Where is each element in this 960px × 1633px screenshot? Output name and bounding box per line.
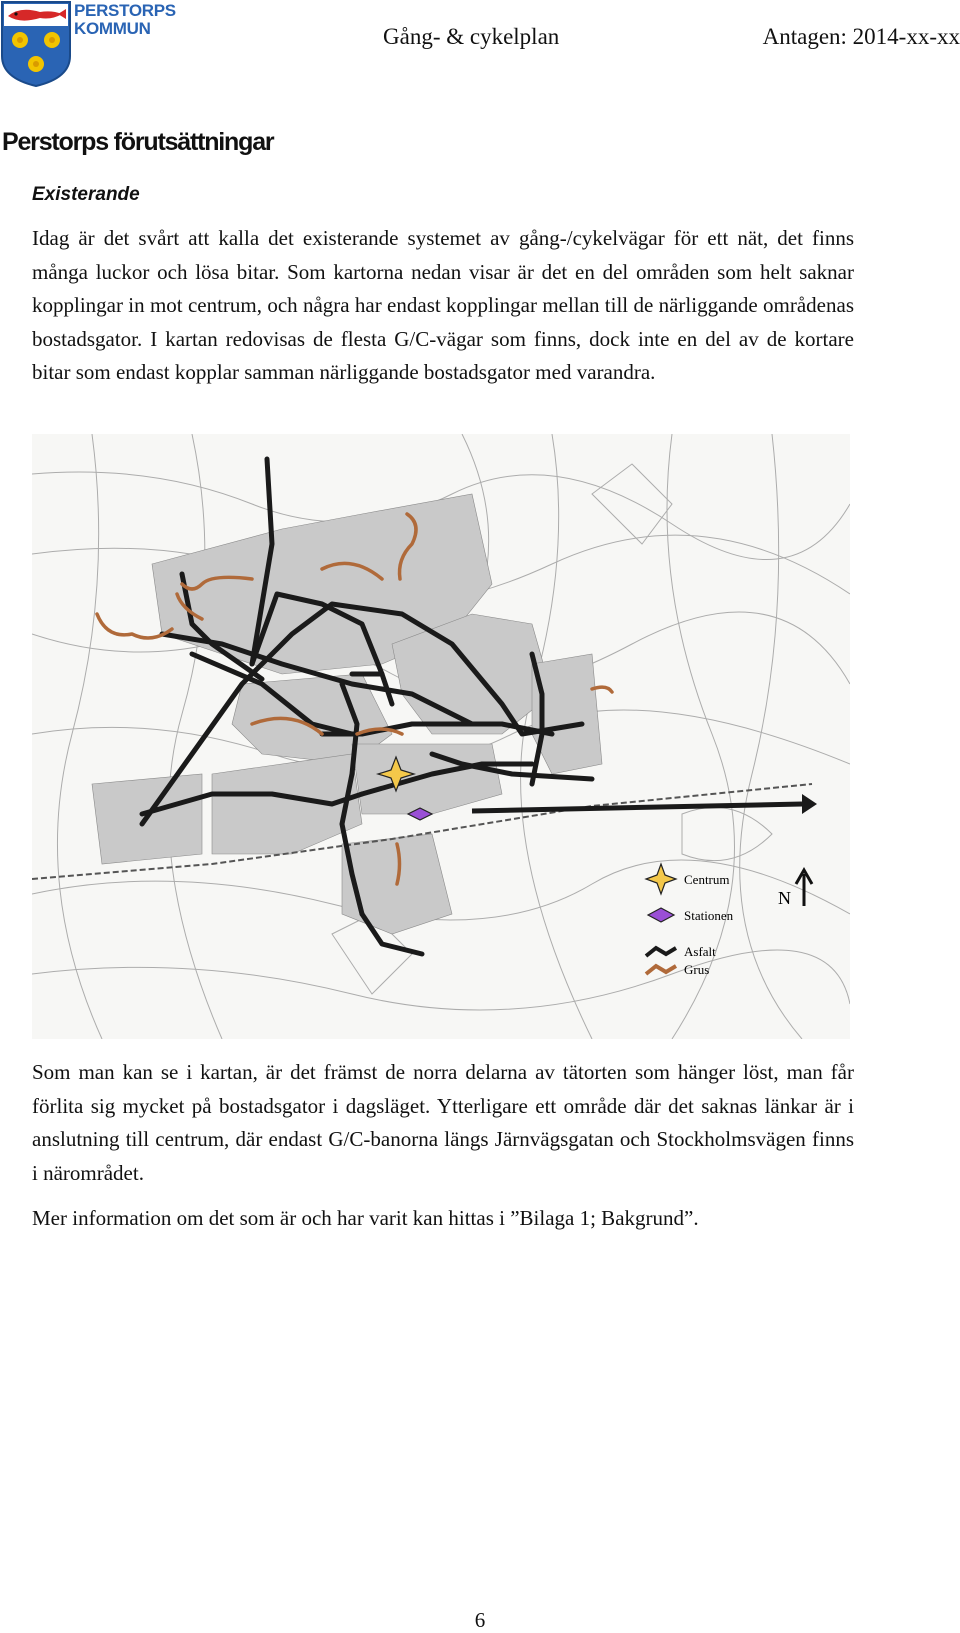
body-paragraph-reference: Mer information om det som är och har varit kan hittas i ”Bilaga 1; Bakgrund”. (32, 1206, 699, 1230)
document-date: Antagen: 2014-xx-xx (762, 24, 960, 49)
section-heading: Perstorps förutsättningar (2, 128, 274, 156)
legend-label-stationen: Stationen (684, 908, 734, 923)
legend-stationen (648, 908, 734, 923)
page-number: 6 (474, 1608, 486, 1632)
network-map (32, 434, 850, 1039)
page-header (0, 0, 960, 90)
perstorp-logo (0, 0, 176, 88)
body-paragraph-intro: Idag är det svårt att kalla det existerande systemet av gång-/cykelvägar för ett nät, det finns många luckor och lösa bitar. Som kartorna nedan visar är det en del områden som helt saknar kopplingar in mot centrum, och några har endast kopplingar mellan till de närliggande områdenas bostadsgator. I kartan redovisas de flesta G/C-vägar som finns, dock inte en del av de kortare bitar som endast kopplar samman närliggande bostadsgator med varandra. (32, 226, 854, 384)
legend-label-asfalt: Asfalt (684, 944, 716, 959)
north-label: N (778, 888, 791, 908)
document-title: Gång- & cykelplan (383, 24, 560, 49)
legend-label-centrum: Centrum (684, 872, 730, 887)
logo-text-line1: PERSTORPS (74, 1, 176, 20)
body-paragraph-analysis: Som man kan se i kartan, är det främst de norra delarna av tätorten som hänger löst, man får förlita sig mycket på bostadsgator i dagsläget. Ytterligare ett område där det saknas länkar är i anslutning till centrum, där endast G/C-banorna längs Järnvägsgatan och Stockholmsvägen finns i närområdet. (32, 1060, 854, 1185)
coat-of-arms-icon (0, 0, 74, 88)
logo-text-line2: KOMMUN (74, 19, 151, 38)
subheading: Existerande (32, 184, 140, 205)
map-figure (32, 434, 850, 1039)
legend-label-grus: Grus (684, 962, 710, 977)
